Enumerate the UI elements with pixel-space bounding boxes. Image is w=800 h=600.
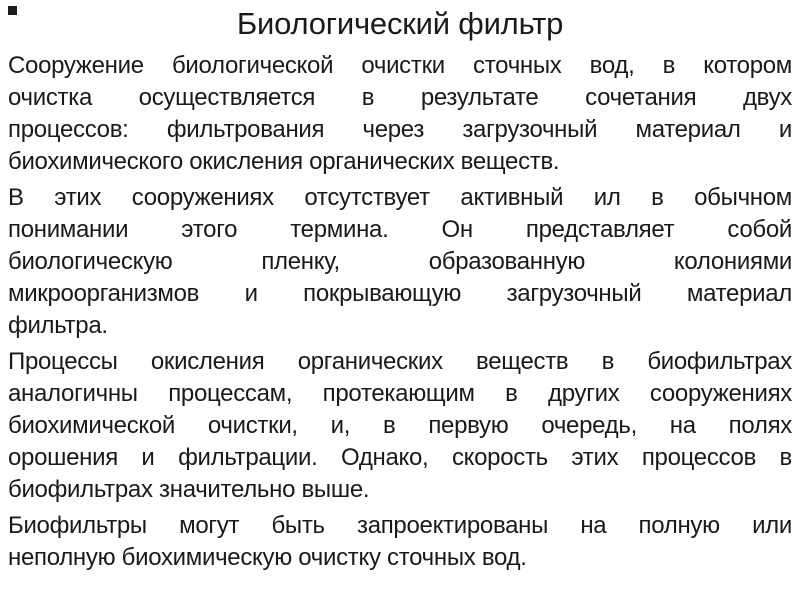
text-line: биофильтрах значительно выше. (8, 476, 370, 503)
text-line: фильтра. (8, 312, 108, 339)
text-line: биохимической очистки, и, в первую очередь, на полях (8, 412, 792, 439)
slide-title: Биологический фильтр (236, 6, 564, 41)
text-line: Процессы окисления органических веществ в биофильтрах (8, 348, 792, 375)
paragraph (8, 510, 792, 574)
text-line: орошения и фильтрации. Однако, скорость этих процессов в (8, 444, 792, 471)
text-line: аналогичны процессам, протекающим в других сооружениях (8, 380, 792, 407)
text-line: процессов: фильтрования через загрузочный материал и (8, 116, 792, 143)
text-line: микроорганизмов и покрывающую загрузочный материал (8, 280, 792, 307)
text-line: Сооружение биологической очистки сточных вод, в котором (8, 52, 792, 79)
text-line: Биофильтры могут быть запроектированы на полную или (8, 512, 792, 539)
paragraph (8, 182, 792, 342)
text-line: понимании этого термина. Он представляет собой (8, 216, 792, 243)
text-line: биохимического окисления органических веществ. (8, 148, 560, 175)
text-line: В этих сооружениях отсутствует активный ил в обычном (8, 184, 792, 211)
text-line: неполную биохимическую очистку сточных вод. (8, 544, 527, 571)
paragraph (8, 346, 792, 506)
slide-body-text (8, 50, 792, 578)
text-line: биологическую пленку, образованную колониями (8, 248, 792, 275)
paragraph (8, 50, 792, 178)
corner-square-decoration (8, 6, 17, 15)
text-line: очистка осуществляется в результате сочетания двух (8, 84, 792, 111)
